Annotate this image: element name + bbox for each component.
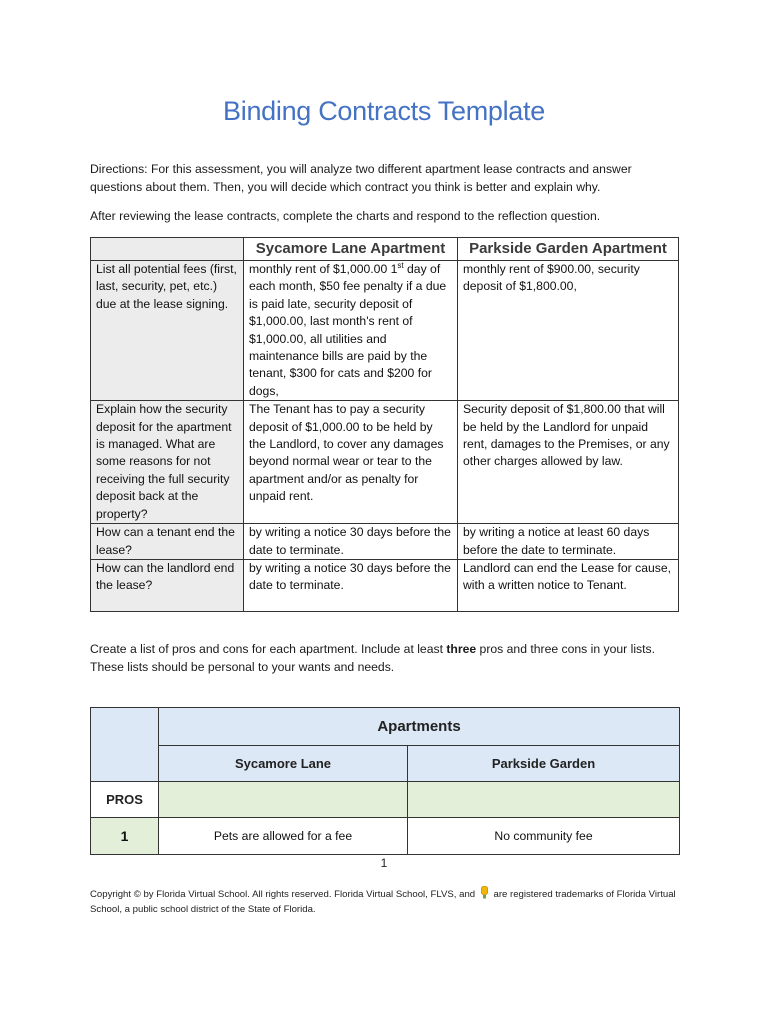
instruction-text: pros and three cons in your lists. These lists should be personal to your wants and needs. [90, 642, 655, 674]
table-row [91, 524, 679, 560]
footer-text: are registered trademarks of Florida Virtual School, a public school district of the State of Florida. [90, 889, 676, 915]
pros-cons-instructions [90, 640, 680, 676]
emphasis-text: three [446, 642, 477, 656]
table-row [91, 782, 680, 818]
pros-label: PROS [91, 782, 159, 818]
header-sycamore: Sycamore Lane Apartment [244, 238, 458, 261]
table-row [91, 261, 679, 401]
table-row [91, 818, 680, 855]
table-row [91, 560, 679, 612]
pros-sycamore-cell[interactable] [159, 782, 408, 818]
answer-text: monthly rent of $1,000.00 1 [249, 262, 398, 276]
instructions-text: After reviewing the lease contracts, complete the charts and respond to the reflection question. [90, 209, 601, 223]
pros-cons-table [90, 707, 680, 855]
pro-parkside-1[interactable]: No community fee [408, 818, 680, 855]
copyright-footer [90, 886, 690, 917]
question-landlord-end: How can the landlord end the lease? [91, 560, 244, 612]
footer-text: Copyright © by Florida Virtual School. All rights reserved. Florida Virtual School, FLVS, and [90, 889, 476, 900]
header-blank-cell [91, 238, 244, 261]
pros-parkside-cell[interactable] [408, 782, 680, 818]
question-security-deposit: Explain how the security deposit for the apartment is managed. What are some reasons for not receiving the full security deposit back at the property? [91, 401, 244, 524]
question-fees: List all potential fees (first, last, security, pet, etc.) due at the lease signing. [91, 261, 244, 401]
corner-cell [91, 708, 159, 782]
instruction-text: Create a list of pros and cons for each apartment. Include at least [90, 642, 447, 656]
answer-sycamore-fees[interactable] [244, 261, 458, 401]
answer-parkside-landlord-end[interactable]: Landlord can end the Lease for cause, with a written notice to Tenant. [458, 560, 679, 612]
answer-parkside-tenant-end[interactable]: by writing a notice at least 60 days before the date to terminate. [458, 524, 679, 560]
col-parkside-garden: Parkside Garden [408, 746, 680, 782]
header-parkside: Parkside Garden Apartment [458, 238, 679, 261]
answer-sycamore-tenant-end[interactable]: by writing a notice 30 days before the date to terminate. [244, 524, 458, 560]
table-row [91, 401, 679, 524]
answer-text: day of each month, $50 fee penalty if a due is paid late, security deposit of $1,000.00, last month's rent of $1,000.00, all utilities and maintenance bills are paid by the tenant, $300 for cats and $200 for dogs, [249, 262, 447, 398]
col-sycamore-lane: Sycamore Lane [159, 746, 408, 782]
answer-sycamore-landlord-end[interactable]: by writing a notice 30 days before the date to terminate. [244, 560, 458, 612]
apartments-header: Apartments [159, 708, 680, 746]
answer-parkside-fees[interactable]: monthly rent of $900.00, security deposit of $1,800.00, [458, 261, 679, 401]
directions-text: Directions: For this assessment, you will analyze two different apartment lease contracts and answer questions about them. Then, you will decide which contract you think is better and explain why. [90, 162, 632, 194]
lease-comparison-table [90, 237, 679, 612]
table-header-row [91, 238, 679, 261]
answer-parkside-deposit[interactable]: Security deposit of $1,800.00 that will be held by the Landlord for unpaid rent, damages to the Premises, or any other charges allowed by law. [458, 401, 679, 524]
flvs-logo-icon [480, 886, 489, 899]
question-tenant-end: How can a tenant end the lease? [91, 524, 244, 560]
page-number: 1 [380, 856, 388, 870]
pro-sycamore-1[interactable]: Pets are allowed for a fee [159, 818, 408, 855]
page-title: Binding Contracts Template [223, 96, 545, 126]
answer-sycamore-deposit[interactable]: The Tenant has to pay a security deposit of $1,000.00 to be held by the Landlord, to cover any damages beyond normal wear or tear to the apartment and/or as penalty for unpaid rent. [244, 401, 458, 524]
row-number: 1 [91, 818, 159, 855]
table-row [91, 708, 680, 746]
ordinal-suffix: st [397, 260, 404, 270]
table-row [91, 746, 680, 782]
